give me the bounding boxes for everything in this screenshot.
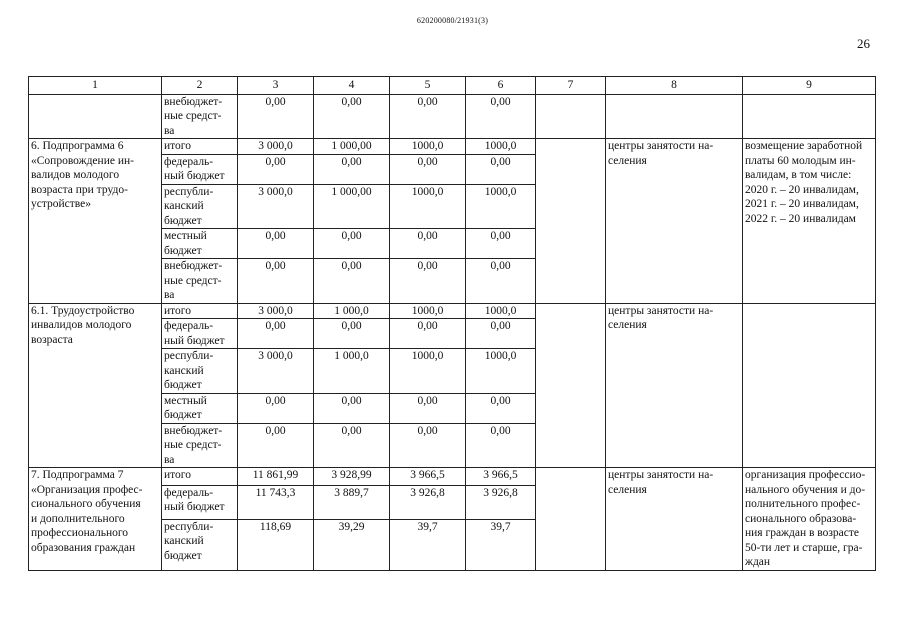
amount-cell-5: 1000,0 (390, 184, 466, 229)
amount-cell-4: 1 000,00 (314, 139, 390, 155)
amount-cell-5: 0,00 (390, 259, 466, 304)
amount-cell-6: 0,00 (466, 94, 536, 139)
amount-cell-4: 0,00 (314, 259, 390, 304)
funding-source-cell: федераль- ный бюджет (162, 485, 238, 519)
amount-cell-4: 1 000,00 (314, 184, 390, 229)
col-header-8: 8 (606, 77, 743, 95)
col7-cell (536, 303, 606, 468)
funding-source-cell: местный бюджет (162, 393, 238, 423)
amount-cell-3: 3 000,0 (238, 184, 314, 229)
amount-cell-6: 39,7 (466, 519, 536, 570)
header-row (29, 77, 876, 95)
funding-source-cell: местный бюджет (162, 229, 238, 259)
amount-cell-5: 0,00 (390, 319, 466, 349)
executor-cell (606, 94, 743, 139)
amount-cell-5: 1000,0 (390, 139, 466, 155)
amount-cell-5: 0,00 (390, 94, 466, 139)
amount-cell-4: 3 889,7 (314, 485, 390, 519)
amount-cell-6: 1000,0 (466, 139, 536, 155)
amount-cell-3: 0,00 (238, 259, 314, 304)
amount-cell-6: 0,00 (466, 393, 536, 423)
result-cell: возмещение заработной платы 60 молодым ин- валидам, в том числе: 2020 г. – 20 инвалидам, 2021 г. – 20 инвалидам, 2022 г. – 20 инвалидам (743, 139, 876, 304)
executor-cell: центры занятости на- селения (606, 139, 743, 304)
amount-cell-4: 0,00 (314, 94, 390, 139)
amount-cell-3: 3 000,0 (238, 349, 314, 394)
program-name-cell (29, 94, 162, 139)
amount-cell-5: 0,00 (390, 423, 466, 468)
amount-cell-3: 11 861,99 (238, 468, 314, 486)
result-cell: организация профессио- нального обучения и до- полнительного профес- сионального образова- ния граждан в возрасте 50-ти лет и старше, гра- ждан (743, 468, 876, 571)
amount-cell-6: 0,00 (466, 259, 536, 304)
amount-cell-4: 3 928,99 (314, 468, 390, 486)
amount-cell-3: 0,00 (238, 319, 314, 349)
col-header-4: 4 (314, 77, 390, 95)
amount-cell-5: 0,00 (390, 229, 466, 259)
amount-cell-4: 0,00 (314, 229, 390, 259)
funding-source-cell: внебюджет- ные средст- ва (162, 259, 238, 304)
amount-cell-3: 3 000,0 (238, 139, 314, 155)
amount-cell-6: 3 966,5 (466, 468, 536, 486)
program-name-cell: 6. Подпрограмма 6 «Сопровождение ин- валидов молодого возраста при трудо- устройстве» (29, 139, 162, 304)
amount-cell-6: 0,00 (466, 319, 536, 349)
amount-cell-6: 3 926,8 (466, 485, 536, 519)
amount-cell-3: 0,00 (238, 423, 314, 468)
funding-source-cell: внебюджет- ные средст- ва (162, 94, 238, 139)
funding-source-cell: республи- канский бюджет (162, 184, 238, 229)
amount-cell-5: 3 966,5 (390, 468, 466, 486)
amount-cell-5: 3 926,8 (390, 485, 466, 519)
table-row (29, 139, 876, 155)
amount-cell-5: 0,00 (390, 154, 466, 184)
table-row (29, 303, 876, 319)
amount-cell-3: 11 743,3 (238, 485, 314, 519)
col7-cell (536, 139, 606, 304)
executor-cell: центры занятости на- селения (606, 468, 743, 571)
col-header-6: 6 (466, 77, 536, 95)
budget-table (28, 76, 876, 571)
amount-cell-5: 1000,0 (390, 349, 466, 394)
col-header-3: 3 (238, 77, 314, 95)
table-row (29, 468, 876, 486)
amount-cell-4: 0,00 (314, 423, 390, 468)
amount-cell-3: 0,00 (238, 229, 314, 259)
amount-cell-3: 0,00 (238, 393, 314, 423)
amount-cell-6: 1000,0 (466, 349, 536, 394)
col7-cell (536, 94, 606, 139)
amount-cell-4: 1 000,0 (314, 303, 390, 319)
funding-source-cell: итого (162, 468, 238, 486)
amount-cell-3: 0,00 (238, 94, 314, 139)
continuation-row (29, 94, 876, 139)
amount-cell-5: 39,7 (390, 519, 466, 570)
col-header-5: 5 (390, 77, 466, 95)
amount-cell-5: 1000,0 (390, 303, 466, 319)
col-header-9: 9 (743, 77, 876, 95)
amount-cell-5: 0,00 (390, 393, 466, 423)
amount-cell-4: 1 000,0 (314, 349, 390, 394)
amount-cell-3: 3 000,0 (238, 303, 314, 319)
funding-source-cell: итого (162, 139, 238, 155)
amount-cell-6: 0,00 (466, 229, 536, 259)
document-id: 620200080/21931(3) (416, 16, 489, 25)
funding-source-cell: федераль- ный бюджет (162, 154, 238, 184)
amount-cell-3: 118,69 (238, 519, 314, 570)
page-number: 26 (857, 36, 870, 51)
amount-cell-6: 0,00 (466, 154, 536, 184)
funding-source-cell: республи- канский бюджет (162, 519, 238, 570)
amount-cell-6: 1000,0 (466, 303, 536, 319)
funding-source-cell: республи- канский бюджет (162, 349, 238, 394)
amount-cell-6: 0,00 (466, 423, 536, 468)
amount-cell-4: 0,00 (314, 319, 390, 349)
col-header-2: 2 (162, 77, 238, 95)
funding-source-cell: федераль- ный бюджет (162, 319, 238, 349)
funding-source-cell: итого (162, 303, 238, 319)
amount-cell-4: 0,00 (314, 393, 390, 423)
amount-cell-6: 1000,0 (466, 184, 536, 229)
executor-cell: центры занятости на- селения (606, 303, 743, 468)
amount-cell-3: 0,00 (238, 154, 314, 184)
program-name-cell: 7. Подпрограмма 7 «Организация профес- сионального обучения и дополнительного профессионального образования граждан (29, 468, 162, 571)
result-cell (743, 94, 876, 139)
funding-source-cell: внебюджет- ные средст- ва (162, 423, 238, 468)
amount-cell-4: 39,29 (314, 519, 390, 570)
program-name-cell: 6.1. Трудоустройство инвалидов молодого возраста (29, 303, 162, 468)
col-header-1: 1 (29, 77, 162, 95)
col7-cell (536, 468, 606, 571)
amount-cell-4: 0,00 (314, 154, 390, 184)
result-cell (743, 303, 876, 468)
col-header-7: 7 (536, 77, 606, 95)
